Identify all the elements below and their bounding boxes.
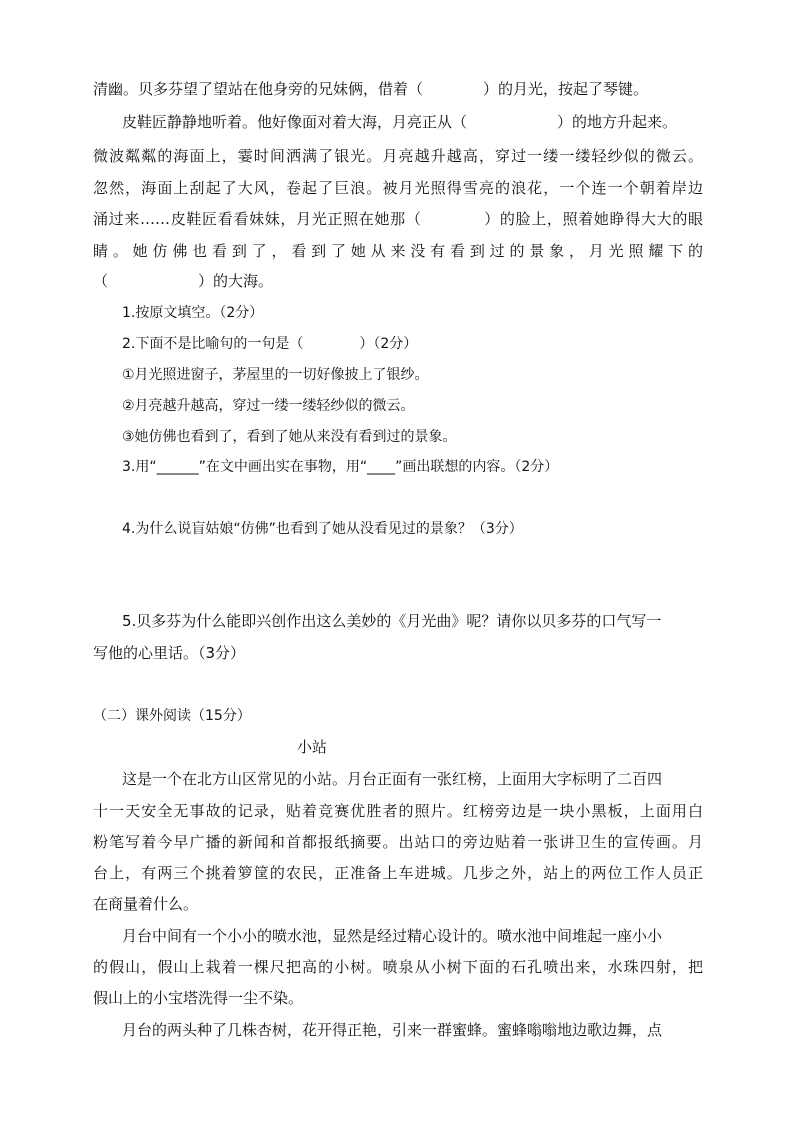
passage-line-3: 微波粼粼的海面上，霎时间洒满了银光。月亮越升越高，穿过一缕一缕轻纱似的微云。: [93, 147, 703, 165]
article-line-6: 月台中间有一个小小的喷水池，显然是经过精心设计的。喷水池中间堆起一座小小: [122, 927, 663, 945]
article-line-2: 十一天安全无事故的记录，贴着竞赛优胜者的照片。红榜旁边是一块小黑板，上面用白: [93, 802, 703, 820]
question-2-option-3: ③她仿佛也看到了，看到了她从来没有看到过的景象。: [122, 429, 457, 445]
section-heading: （二）课外阅读（15分）: [93, 708, 251, 724]
article-title: 小站: [297, 738, 328, 756]
question-2-option-1: ①月光照进窗子，茅屋里的一切好像披上了银纱。: [122, 367, 429, 383]
passage-line-5: 涌过来……皮鞋匠看看妹妹，月光正照在她那（ ）的脸上，照着她睁得大大的眼: [93, 210, 703, 228]
article-line-9: 月台的两头种了几株杏树，花开得正艳，引来一群蜜蜂。蜜蜂嗡嗡地边歌边舞，点: [122, 1021, 663, 1039]
article-line-5: 在商量着什么。: [93, 895, 199, 913]
passage-line-1: 清幽。贝多芬望了望站在他身旁的兄妹俩，借着（ ）的月光，按起了琴键。: [93, 80, 649, 98]
question-5-line-1: 5.贝多芬为什么能即兴创作出这么美妙的《月光曲》呢？请你以贝多芬的口气写一: [122, 612, 662, 630]
article-line-8: 假山上的小宝塔洗得一尘不染。: [93, 989, 304, 1007]
question-4: 4.为什么说盲姑娘“仿佛”也看到了她从没看见过的景象？（3分）: [122, 521, 523, 537]
passage-line-7: （ ）的大海。: [93, 272, 274, 290]
article-line-1: 这是一个在北方山区常见的小站。月台正面有一张红榜，上面用大字标明了二百四: [122, 770, 663, 788]
article-line-3: 粉笔写着今早广播的新闻和首都报纸摘要。出站口的旁边贴着一张讲卫生的宣传画。月: [93, 833, 703, 851]
question-2-option-2: ②月亮越升越高，穿过一缕一缕轻纱似的微云。: [122, 398, 415, 414]
question-3: 3.用“______”在文中画出实在事物，用“____”画出联想的内容。（2分）: [122, 459, 559, 475]
passage-line-6: 睛。她仿佛也看到了，看到了她从来没有看到过的景象，月光照耀下的: [93, 242, 703, 260]
passage-line-4: 忽然，海面上刮起了大风，卷起了巨浪。被月光照得雪亮的浪花，一个连一个朝着岸边: [93, 179, 703, 197]
article-line-4: 台上，有两三个挑着箩筐的农民，正准备上车进城。几步之外，站上的两位工作人员正: [93, 864, 703, 882]
question-5-line-2: 写他的心里话。（3分）: [93, 644, 246, 662]
passage-line-2: 皮鞋匠静静地听着。他好像面对着大海，月亮正从（ ）的地方升起来。: [122, 113, 678, 131]
question-2: 2.下面不是比喻句的一句是（ ）（2分）: [122, 336, 418, 352]
question-1: 1.按原文填空。（2分）: [122, 305, 264, 321]
article-line-7: 的假山，假山上栽着一棵尺把高的小树。喷泉从小树下面的石孔喷出来，水珠四射，把: [93, 958, 703, 976]
